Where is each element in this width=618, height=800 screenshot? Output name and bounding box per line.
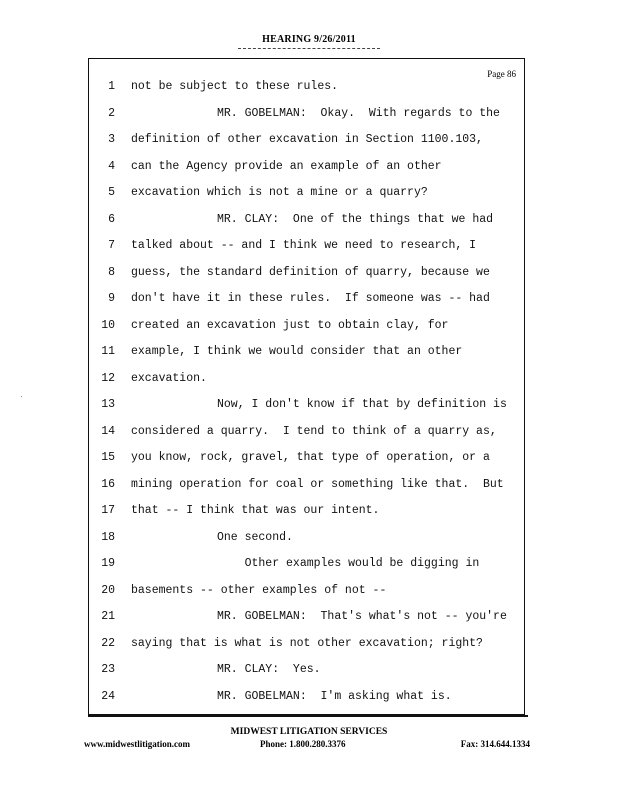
- transcript-line: [89, 528, 526, 548]
- transcript-line: [89, 422, 526, 442]
- transcript-line: [89, 501, 526, 521]
- line-number: 16: [101, 477, 115, 491]
- header-divider: [238, 48, 380, 49]
- line-text: you know, rock, gravel, that type of operation, or a: [131, 451, 490, 464]
- line-text: Other examples would be digging in: [217, 557, 480, 570]
- line-text: saying that is what is not other excavation; right?: [131, 636, 483, 650]
- line-number: 6: [108, 212, 115, 226]
- footer-website: www.midwestlitigation.com: [84, 739, 190, 749]
- line-number: 4: [108, 159, 115, 173]
- line-number: 24: [101, 689, 115, 703]
- line-text: mining operation for coal or something like that. But: [131, 477, 504, 491]
- line-number: 20: [101, 583, 115, 597]
- line-text: talked about -- and I think we need to research, I: [131, 239, 477, 252]
- line-number: 11: [101, 345, 115, 358]
- frame-bottom-rule: [88, 715, 528, 717]
- line-text: not be subject to these rules.: [131, 80, 339, 93]
- footer-contact-row: [84, 739, 530, 751]
- transcript-line: [89, 342, 526, 362]
- line-number: 2: [108, 106, 115, 120]
- line-number: 19: [101, 557, 115, 570]
- transcript-line: [89, 554, 526, 574]
- transcript-line: [89, 263, 526, 283]
- line-number: 18: [101, 530, 115, 544]
- transcript-page: [88, 58, 525, 715]
- line-text: guess, the standard definition of quarry, because we: [131, 265, 490, 279]
- footer-fax: Fax: 314.644.1334: [460, 739, 530, 749]
- line-number: 3: [108, 133, 115, 146]
- line-number: 1: [108, 80, 115, 93]
- line-text: Now, I don't know if that by definition is: [217, 398, 507, 411]
- transcript-line: [89, 130, 526, 150]
- transcript-line: [89, 157, 526, 177]
- transcript-line: [89, 369, 526, 389]
- line-number: 14: [101, 424, 115, 438]
- transcript-line: [89, 687, 526, 707]
- transcript-line: [89, 660, 526, 680]
- line-number: 15: [101, 451, 115, 464]
- transcript-line: [89, 581, 526, 601]
- margin-mark: ·: [20, 392, 23, 401]
- transcript-line: [89, 607, 526, 627]
- page-number-label: Page 86: [487, 69, 516, 79]
- line-number: 12: [101, 371, 115, 385]
- transcript-line: [89, 210, 526, 230]
- line-number: 7: [108, 239, 115, 252]
- line-text: can the Agency provide an example of an other: [131, 159, 442, 173]
- line-text: don't have it in these rules. If someone was -- had: [131, 292, 490, 305]
- line-text: MR. GOBELMAN: Okay. With regards to the: [217, 106, 500, 120]
- line-text: that -- I think that was our intent.: [131, 504, 380, 517]
- transcript-line: [89, 289, 526, 309]
- line-text: excavation.: [131, 371, 207, 385]
- line-number: 9: [108, 292, 115, 305]
- line-text: MR. GOBELMAN: I'm asking what is.: [217, 689, 452, 703]
- transcript-line: [89, 634, 526, 654]
- transcript-line: [89, 448, 526, 468]
- transcript-line: [89, 475, 526, 495]
- line-number: 17: [101, 504, 115, 517]
- line-text: One second.: [217, 530, 293, 544]
- transcript-line: [89, 77, 526, 97]
- document-header-title: HEARING 9/26/2011: [262, 34, 356, 45]
- line-text: MR. CLAY: Yes.: [217, 663, 321, 676]
- transcript-line: [89, 104, 526, 124]
- line-text: MR. GOBELMAN: That's what's not -- you're: [217, 610, 507, 623]
- transcript-line: [89, 316, 526, 336]
- line-number: 8: [108, 265, 115, 279]
- line-number: 5: [108, 186, 115, 199]
- footer-phone: Phone: 1.800.280.3376: [260, 739, 346, 749]
- line-number: 10: [101, 318, 115, 332]
- line-text: considered a quarry. I tend to think of a quarry as,: [131, 424, 497, 438]
- line-number: 22: [101, 636, 115, 650]
- line-text: created an excavation just to obtain clay, for: [131, 318, 449, 332]
- line-number: 21: [101, 610, 115, 623]
- line-text: definition of other excavation in Section 1100.103,: [131, 133, 483, 146]
- line-number: 23: [101, 663, 115, 676]
- transcript-line: [89, 183, 526, 203]
- line-text: basements -- other examples of not --: [131, 583, 387, 597]
- line-text: excavation which is not a mine or a quarry?: [131, 186, 428, 199]
- line-text: MR. CLAY: One of the things that we had: [217, 212, 494, 226]
- line-number: 13: [101, 398, 115, 411]
- transcript-line: [89, 395, 526, 415]
- footer-company: MIDWEST LITIGATION SERVICES: [230, 727, 388, 737]
- transcript-line: [89, 236, 526, 256]
- line-text: example, I think we would consider that an other: [131, 345, 463, 358]
